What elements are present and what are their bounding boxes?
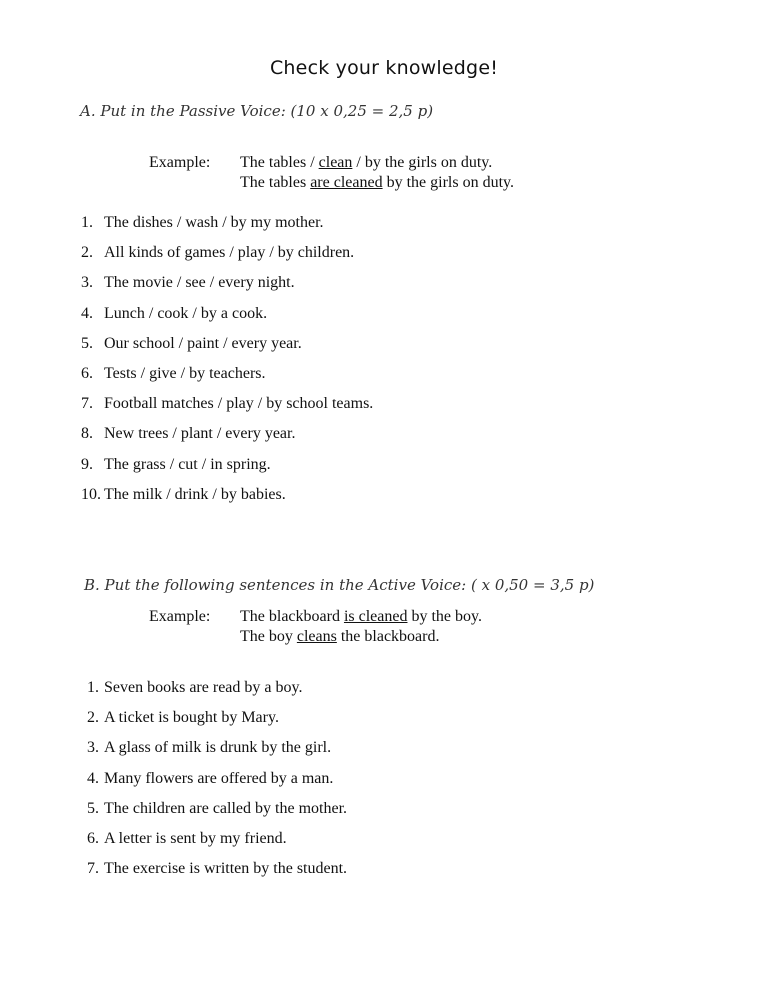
exercise-item <box>81 273 373 303</box>
item-number: 6. <box>87 829 99 847</box>
item-text: Tests / give / by teachers. <box>104 364 266 382</box>
exercise-item <box>81 394 373 424</box>
example-line-1 <box>240 153 514 173</box>
example-text: The blackboard <box>240 608 344 625</box>
exercise-item <box>81 304 373 334</box>
item-text: Seven books are read by a boy. <box>104 679 303 696</box>
section-b-heading: B. Put the following sentences in the Active Voice: ( x 0,50 = 3,5 p) <box>84 576 595 594</box>
example-text: by the girls on duty. <box>382 174 514 191</box>
exercise-item <box>81 364 373 394</box>
example-label: Example: <box>149 154 211 171</box>
exercise-item <box>81 485 373 515</box>
item-text: Football matches / play / by school teams. <box>104 395 374 413</box>
item-number: 2. <box>81 244 93 262</box>
page-title: Check your knowledge! <box>269 57 499 79</box>
item-number: 7. <box>81 395 93 413</box>
item-text: The milk / drink / by babies. <box>104 485 286 503</box>
item-text: New trees / plant / every year. <box>104 425 296 443</box>
item-number: 2. <box>87 709 99 727</box>
item-text: A letter is sent by my friend. <box>104 829 287 847</box>
example-lines <box>240 153 514 193</box>
section-a-heading: A. Put in the Passive Voice: (10 x 0,25 = 2,5 p) <box>80 102 434 120</box>
item-text: The movie / see / every night. <box>104 274 295 292</box>
item-number: 3. <box>81 274 93 292</box>
example-underlined: cleans <box>296 628 337 645</box>
item-text: The exercise is written by the student. <box>104 860 348 878</box>
example-line-2 <box>240 627 482 647</box>
item-number: 7. <box>87 860 99 878</box>
exercise-item <box>87 799 347 829</box>
item-text: Lunch / cook / by a cook. <box>104 304 268 322</box>
example-line-2 <box>240 173 514 193</box>
item-text: The grass / cut / in spring. <box>104 455 271 473</box>
item-text: A glass of milk is drunk by the girl. <box>104 739 332 757</box>
item-text: The dishes / wash / by my mother. <box>104 214 324 231</box>
example-lines <box>240 607 482 647</box>
example-text: the blackboard. <box>336 628 440 645</box>
exercise-item <box>87 708 347 738</box>
item-number: 4. <box>81 304 93 322</box>
item-number: 5. <box>87 799 99 817</box>
item-number: 6. <box>81 364 93 382</box>
example-text: by the boy. <box>407 608 482 625</box>
exercise-item <box>87 738 347 768</box>
exercise-item <box>81 334 373 364</box>
item-number: 8. <box>81 425 93 443</box>
section-a-exercise-list <box>81 213 373 515</box>
item-number: 4. <box>87 769 99 787</box>
exercise-item <box>87 769 347 799</box>
example-text: The tables / <box>240 154 319 171</box>
item-text: Many flowers are offered by a man. <box>104 769 334 787</box>
example-line-1 <box>240 607 482 627</box>
exercise-item <box>87 829 347 859</box>
item-number: 1. <box>81 214 93 231</box>
item-number: 9. <box>81 455 93 473</box>
item-text: Our school / paint / every year. <box>104 334 302 352</box>
exercise-item <box>87 859 347 889</box>
exercise-item <box>81 455 373 485</box>
item-text: A ticket is bought by Mary. <box>104 709 279 727</box>
example-underlined: clean <box>318 154 353 171</box>
example-label: Example: <box>149 608 211 625</box>
example-text: / by the girls on duty. <box>352 154 493 171</box>
example-underlined: are cleaned <box>310 174 383 191</box>
example-text: The tables <box>240 174 311 191</box>
section-b-exercise-list <box>87 678 347 889</box>
item-number: 5. <box>81 334 93 352</box>
exercise-item <box>81 243 373 273</box>
example-underlined: is cleaned <box>343 608 408 625</box>
exercise-item <box>81 424 373 454</box>
item-text: All kinds of games / play / by children. <box>104 244 355 262</box>
item-number: 1. <box>87 679 99 696</box>
item-number: 3. <box>87 739 99 757</box>
item-number: 10. <box>81 485 101 503</box>
exercise-item <box>87 678 347 708</box>
exercise-item <box>81 213 373 243</box>
example-text: The boy <box>240 628 297 645</box>
item-text: The children are called by the mother. <box>104 799 348 817</box>
